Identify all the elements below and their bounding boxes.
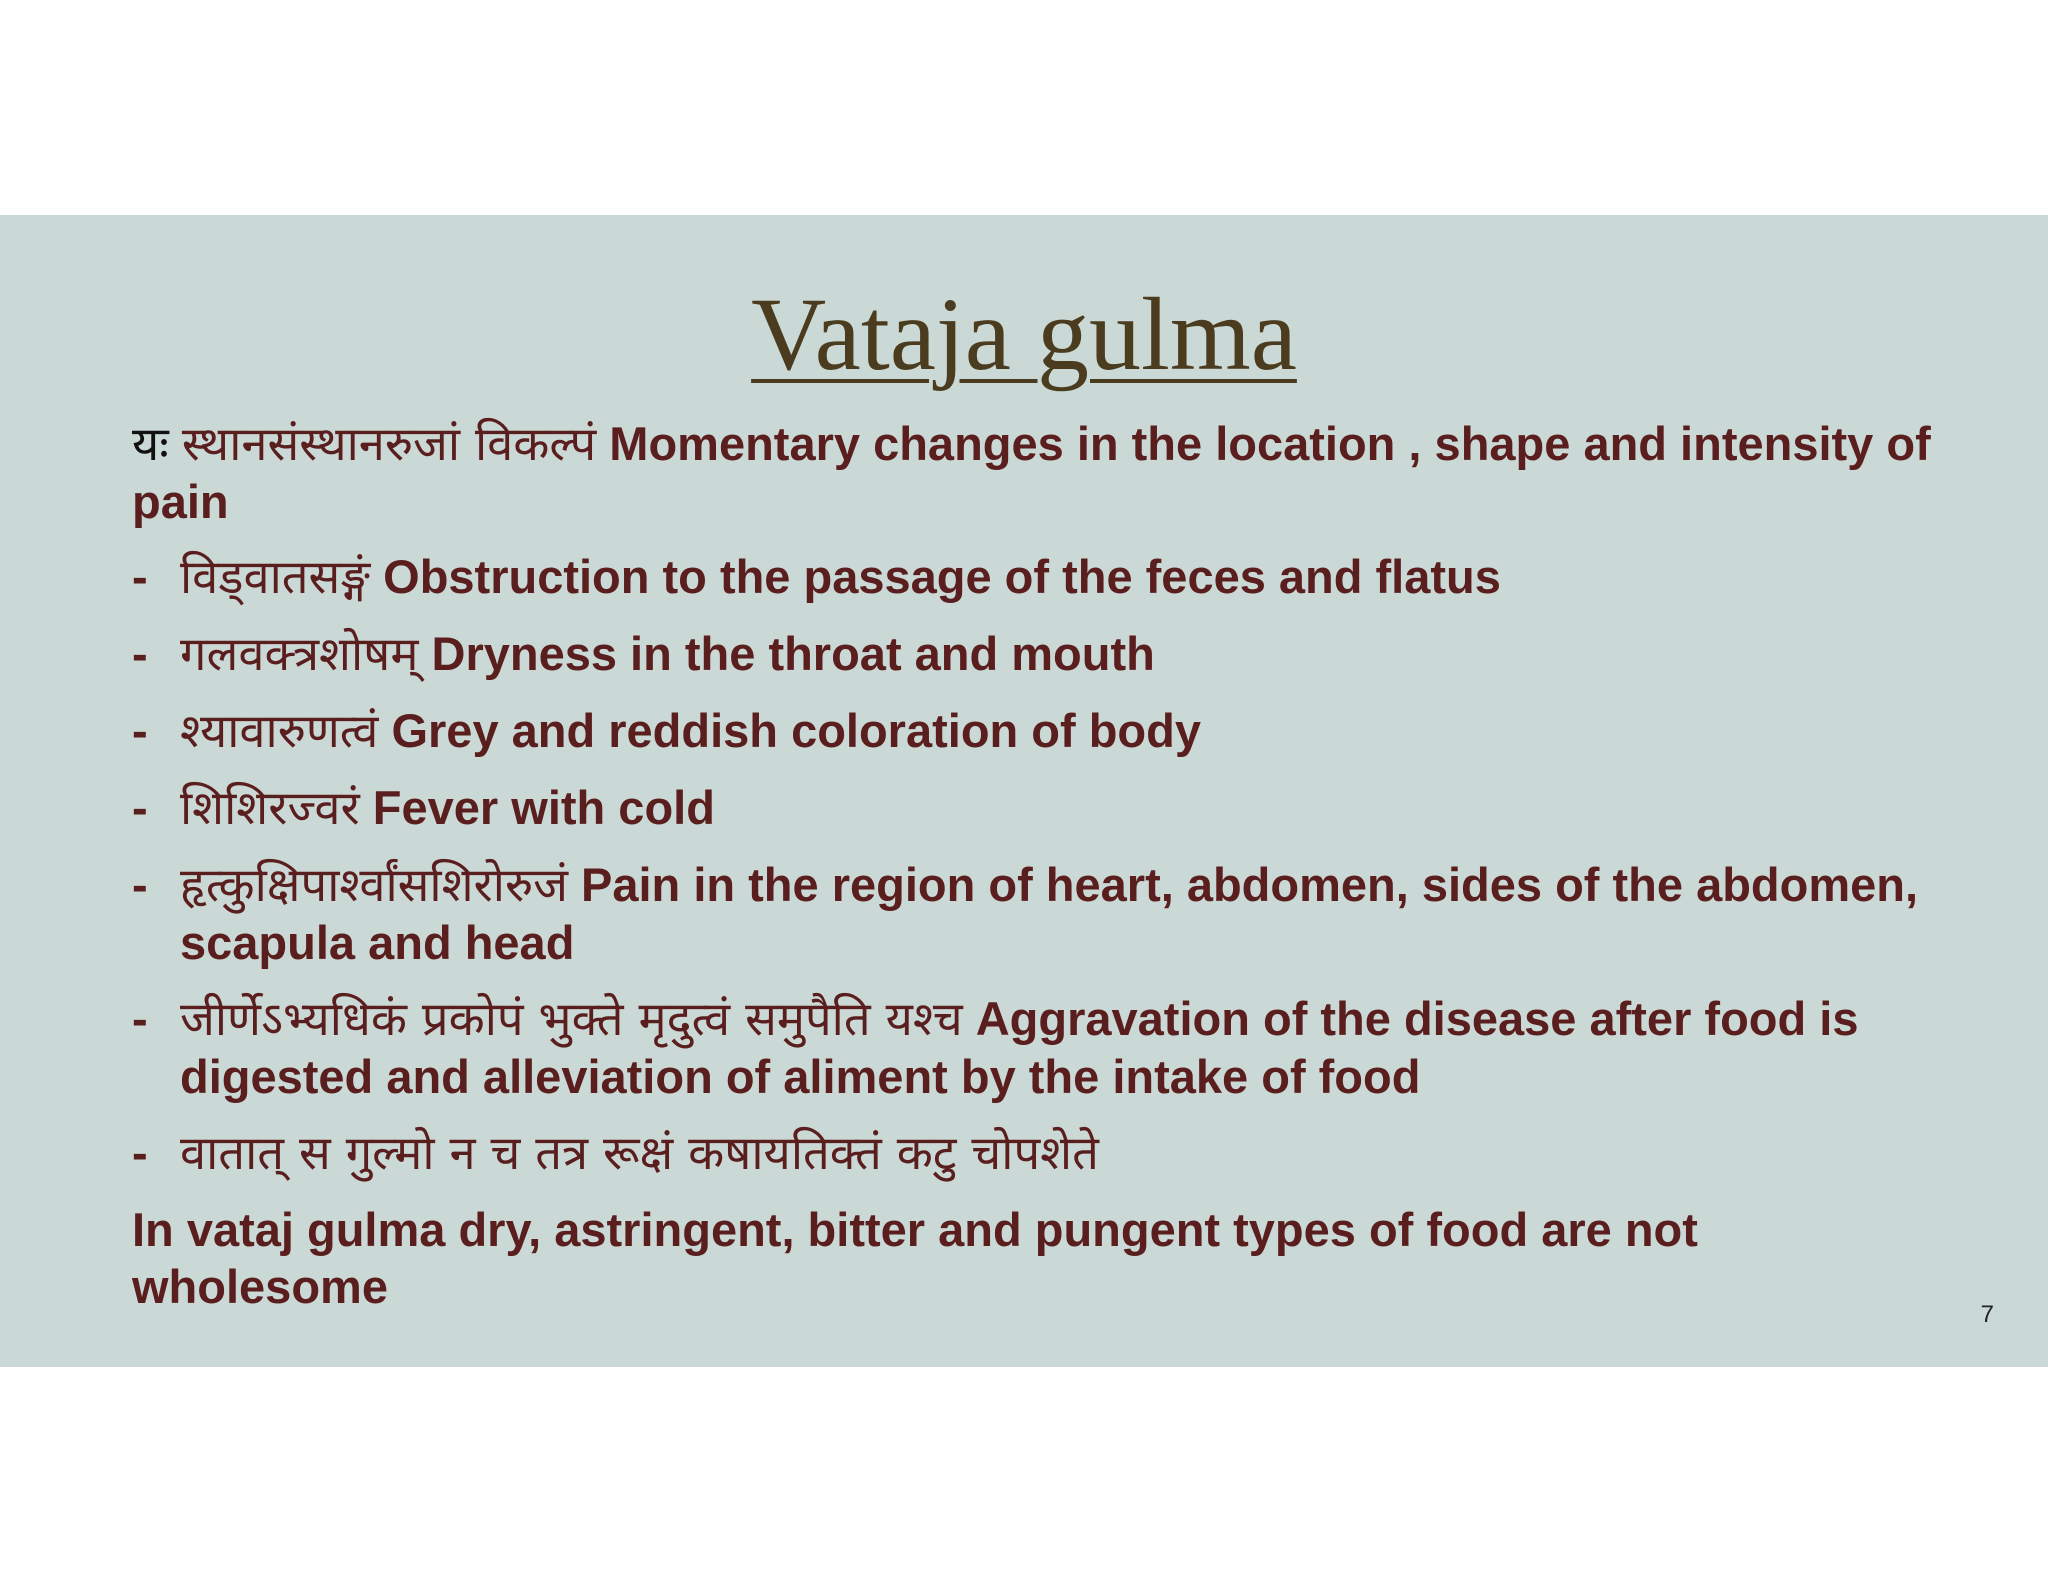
bullet-list	[132, 548, 1932, 1182]
slide-title	[0, 275, 2048, 395]
bullet-dash: -	[132, 992, 148, 1045]
slide-content	[132, 415, 1932, 1333]
bullet-dash: -	[132, 704, 148, 757]
bullet-sanskrit: शिशिरज्वरं	[180, 781, 360, 836]
slide-title-text: Vataja gulma	[751, 277, 1297, 392]
page-number: 7	[1980, 1301, 1994, 1328]
bullet-dash: -	[132, 858, 148, 911]
bullet-english: Dryness in the throat and mouth	[431, 627, 1155, 680]
bullet-sanskrit: हृत्कुक्षिपार्श्वांसशिरोरुजं	[180, 858, 568, 913]
bullet-sanskrit: विड्वातसङ्गं	[180, 550, 371, 605]
bullet-dash: -	[132, 1126, 148, 1179]
closing-paragraph: In vataj gulma dry, astringent, bitter and pungent types of food are not wholesome	[132, 1203, 1698, 1313]
bullet-english: Aggravation of the disease after food is digested and alleviation of aliment by the intake of food	[180, 992, 1859, 1103]
bullet-english: Fever with cold	[372, 781, 715, 834]
bullet-sanskrit: वातात् स गुल्मो न च तत्र रूक्षं कषायतिक्तं कटु चोपशेते	[180, 1126, 1099, 1181]
list-item	[132, 702, 1932, 760]
list-item	[132, 990, 1932, 1105]
bullet-sanskrit: गलवक्त्रशोषम्	[180, 627, 419, 682]
bullet-english: Obstruction to the passage of the feces and flatus	[383, 550, 1501, 603]
intro-sanskrit: स्थानसंस्थानरुजां विकल्पं	[181, 417, 597, 472]
bullet-english: Grey and reddish coloration of body	[391, 704, 1201, 757]
list-item	[132, 548, 1932, 606]
bullet-dash: -	[132, 550, 148, 603]
bullet-sanskrit: जीर्णेऽभ्यधिकं प्रकोपं भुक्ते मृदुत्वं समुपैति यश्च	[180, 992, 963, 1047]
slide	[0, 215, 2048, 1367]
bullet-sanskrit: श्यावारुणत्वं	[180, 704, 379, 759]
bullet-english: Pain in the region of heart, abdomen, sides of the abdomen, scapula and head	[180, 858, 1919, 969]
bullet-dash: -	[132, 781, 148, 834]
list-item	[132, 625, 1932, 683]
list-item	[132, 779, 1932, 837]
intro-paragraph	[132, 415, 1932, 530]
list-item	[132, 1124, 1932, 1182]
list-item	[132, 856, 1932, 971]
intro-english: Momentary changes in the location , shape and intensity of pain	[132, 417, 1931, 528]
bullet-dash: -	[132, 627, 148, 680]
intro-sanskrit-prefix: यः	[132, 417, 169, 472]
